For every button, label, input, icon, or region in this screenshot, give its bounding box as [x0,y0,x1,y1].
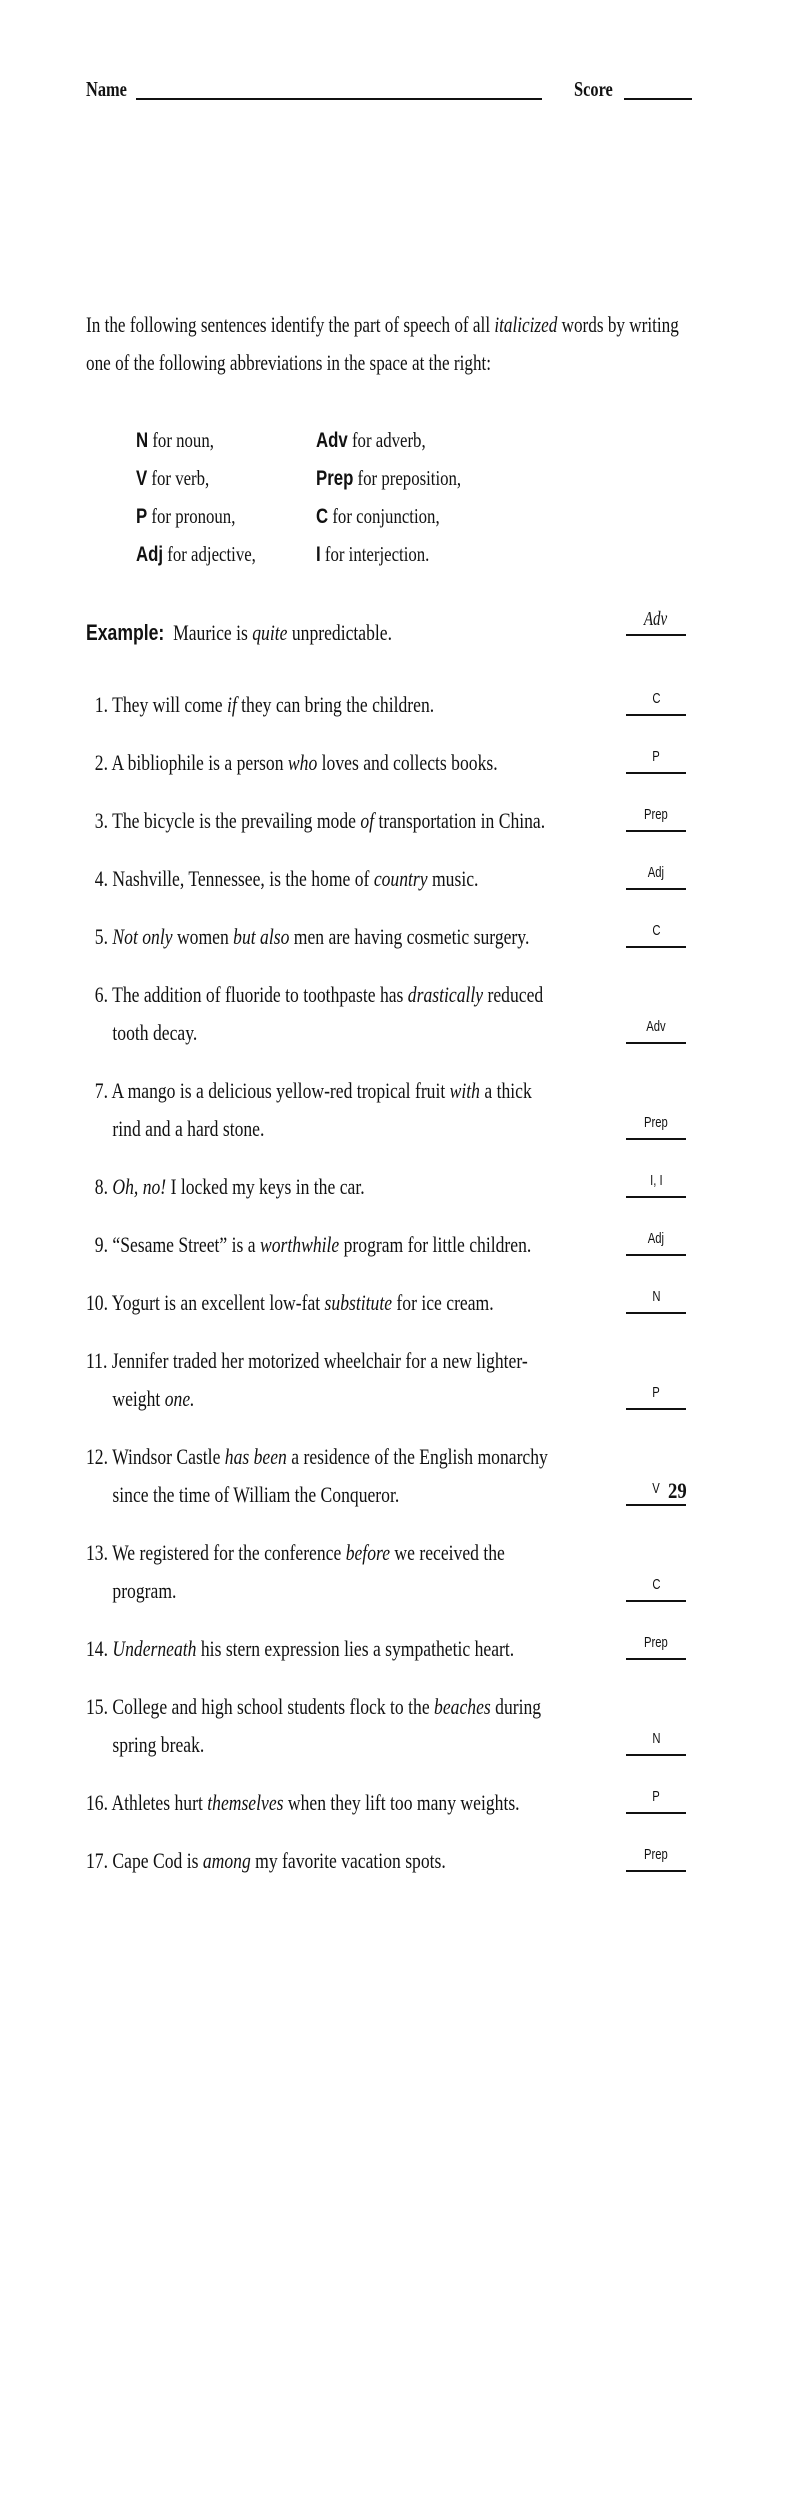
answer-blank[interactable]: P [626,1786,686,1814]
abbr-item: N for noun, [136,428,214,452]
answer-blank[interactable]: P [626,1382,686,1410]
list-item: 11. Jennifer traded her motorized wheelchair for a new lighter- weight one. [86,1348,528,1411]
answer-blank[interactable]: N [626,1728,686,1756]
example-answer: Adv [626,608,686,636]
list-item: 15. College and high school students flock to the beaches during spring break. [86,1694,542,1757]
name-label: Name [86,77,127,101]
answer-blank[interactable]: C [626,1574,686,1602]
abbr-item: P for pronoun, [136,504,236,528]
answer-blank[interactable]: Prep [626,804,686,832]
answer-blank[interactable]: Adj [626,862,686,890]
list-item: 7. A mango is a delicious yellow-red tropical fruit with a thick rind and a hard stone. [94,1078,532,1141]
list-item: 4. Nashville, Tennessee, is the home of country music. [94,866,479,891]
answer-blank[interactable]: C [626,920,686,948]
answer-blank[interactable]: Prep [626,1112,686,1140]
answer-blank[interactable]: I, I [626,1170,686,1198]
name-line [136,98,542,100]
abbr-item: C for conjunction, [316,504,440,528]
abbr-item: Adv for adverb, [316,428,426,452]
list-item: 1. They will come if they can bring the children. [94,692,435,717]
list-item: 2. A bibliophile is a person who loves and collects books. [94,750,498,775]
answer-blank[interactable]: Prep [626,1844,686,1872]
abbr-item: Prep for preposition, [316,466,462,490]
score-label: Score [574,77,613,101]
answer-blank[interactable]: Adj [626,1228,686,1256]
example: Example: Maurice is quite unpredictable. [86,620,393,645]
list-item: 17. Cape Cod is among my favorite vacation spots. [86,1848,446,1873]
list-item: 6. The addition of fluoride to toothpaste has drastically reduced tooth decay. [94,982,544,1045]
list-item: 3. The bicycle is the prevailing mode of transportation in China. [94,808,546,833]
answer-blank[interactable]: Prep [626,1632,686,1660]
answer-blank[interactable]: C [626,688,686,716]
abbr-item: I for interjection. [316,542,430,566]
list-item: 9. “Sesame Street” is a worthwhile program for little children. [94,1232,532,1257]
list-item: 13. We registered for the conference before we received the program. [86,1540,505,1603]
score-line [624,98,692,100]
list-item: 5. Not only women but also men are having cosmetic surgery. [94,924,530,949]
abbr-item: V for verb, [136,466,210,490]
list-item: 10. Yogurt is an excellent low-fat substitute for ice cream. [86,1290,494,1315]
page-number: 29 [668,1478,687,1503]
answer-blank[interactable]: V [626,1478,686,1506]
answer-blank[interactable]: N [626,1286,686,1314]
answer-blank[interactable]: Adv [626,1016,686,1044]
instructions: In the following sentences identify the part of speech of all italicized words by writing one of the following abbreviations in the space at the right: [86,312,679,375]
list-item: 8. Oh, no! I locked my keys in the car. [94,1174,365,1199]
list-item: 12. Windsor Castle has been a residence of the English monarchy since the time of William the Conqueror. [86,1444,548,1507]
abbr-item: Adj for adjective, [136,542,256,566]
header [86,76,692,106]
answer-blank[interactable]: P [626,746,686,774]
list-item: 16. Athletes hurt themselves when they lift too many weights. [86,1790,520,1815]
list-item: 14. Underneath his stern expression lies a sympathetic heart. [86,1636,515,1661]
